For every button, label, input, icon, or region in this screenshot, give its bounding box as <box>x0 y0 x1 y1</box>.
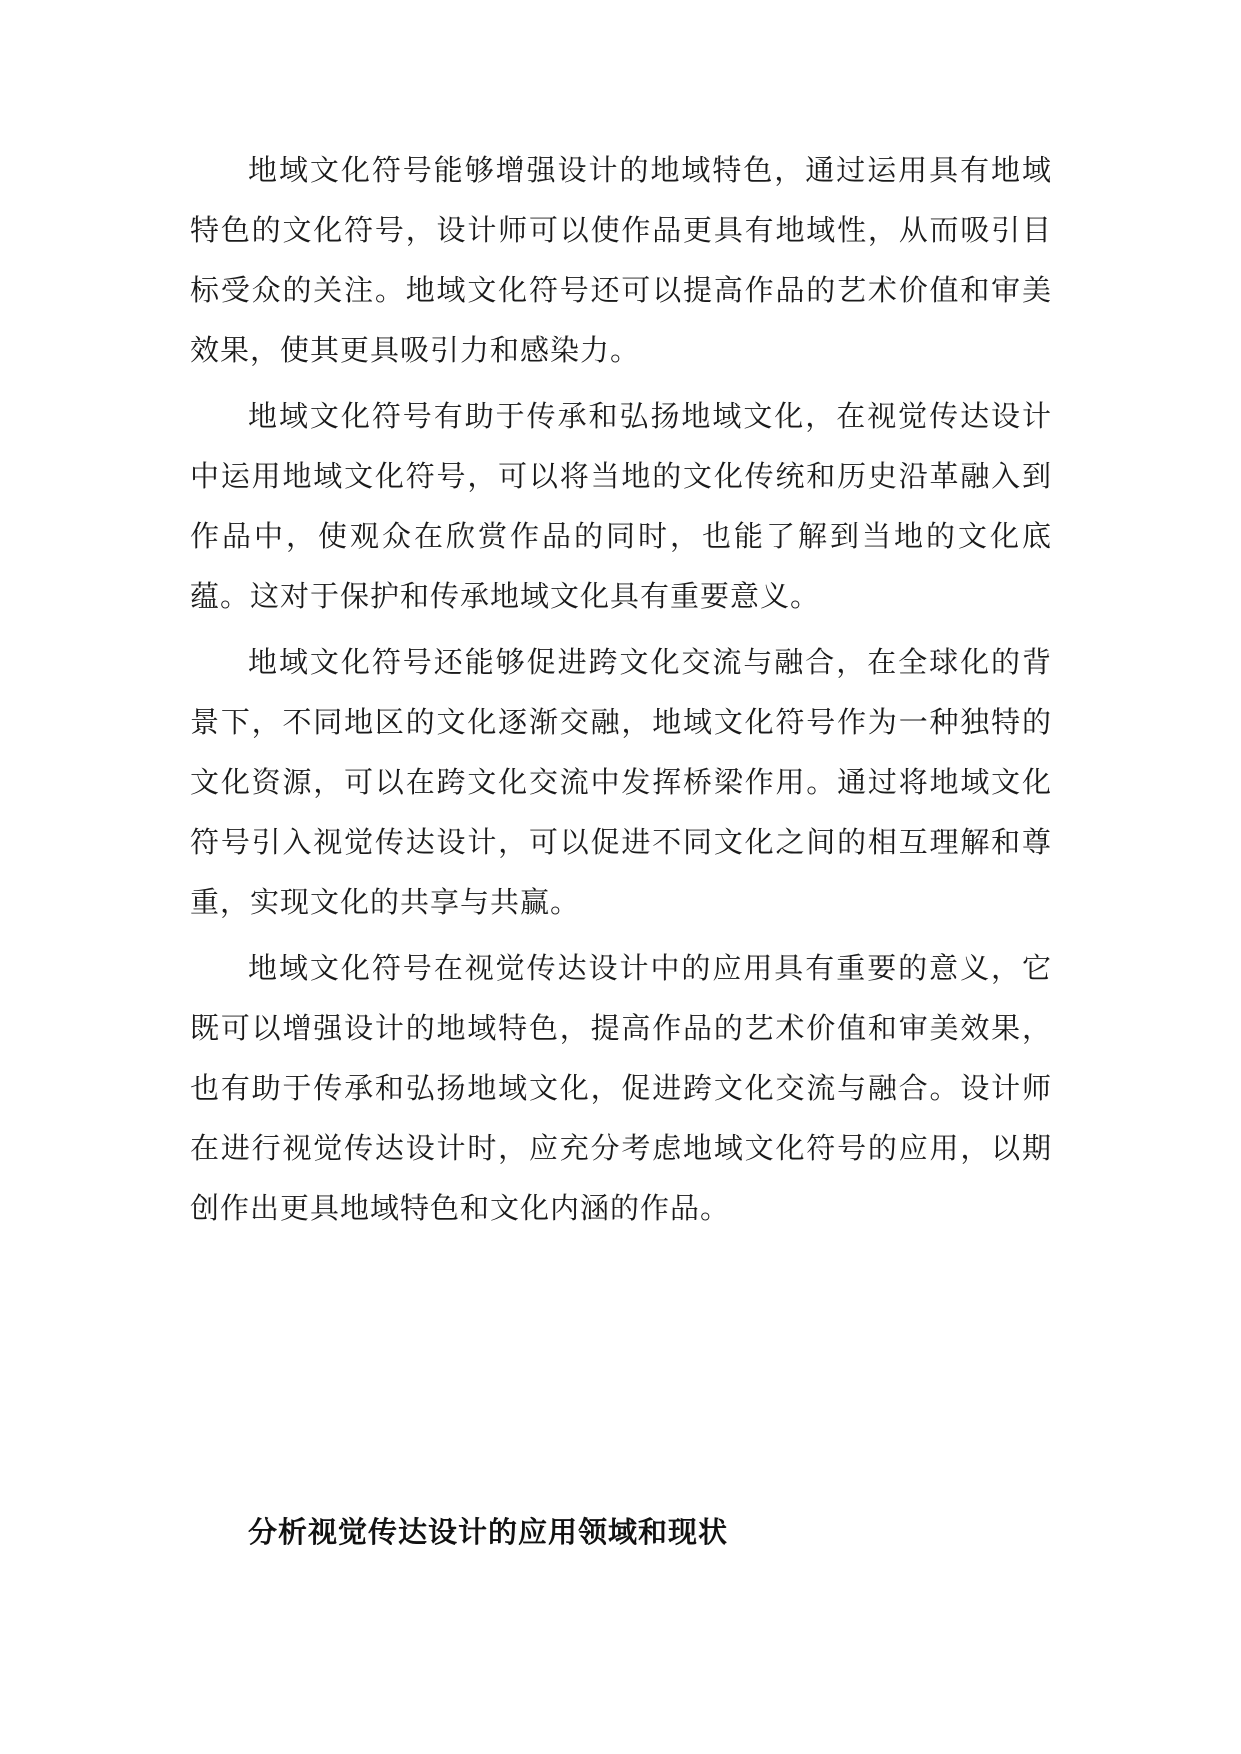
paragraph-1: 地域文化符号能够增强设计的地域特色，通过运用具有地域特色的文化符号，设计师可以使作品更具有地域性，从而吸引目标受众的关注。地域文化符号还可以提高作品的艺术价值和审美效果，使其更具吸引力和感染力。 <box>190 153 1052 367</box>
paragraph-3: 地域文化符号还能够促进跨文化交流与融合，在全球化的背景下，不同地区的文化逐渐交融，地域文化符号作为一种独特的文化资源，可以在跨文化交流中发挥桥梁作用。通过将地域文化符号引入视觉传达设计，可以促进不同文化之间的相互理解和尊重，实现文化的共享与共赢。 <box>190 645 1052 919</box>
section-heading: 分析视觉传达设计的应用领域和现状 <box>248 1515 729 1549</box>
paragraph-4: 地域文化符号在视觉传达设计中的应用具有重要的意义，它既可以增强设计的地域特色，提高作品的艺术价值和审美效果，也有助于传承和弘扬地域文化，促进跨文化交流与融合。设计师在进行视觉传达设计时，应充分考虑地域文化符号的应用，以期创作出更具地域特色和文化内涵的作品。 <box>190 951 1052 1225</box>
paragraph-2: 地域文化符号有助于传承和弘扬地域文化，在视觉传达设计中运用地域文化符号，可以将当地的文化传统和历史沿革融入到作品中，使观众在欣赏作品的同时，也能了解到当地的文化底蕴。这对于保护和传承地域文化具有重要意义。 <box>190 399 1052 613</box>
body-text <box>190 140 1052 1244</box>
